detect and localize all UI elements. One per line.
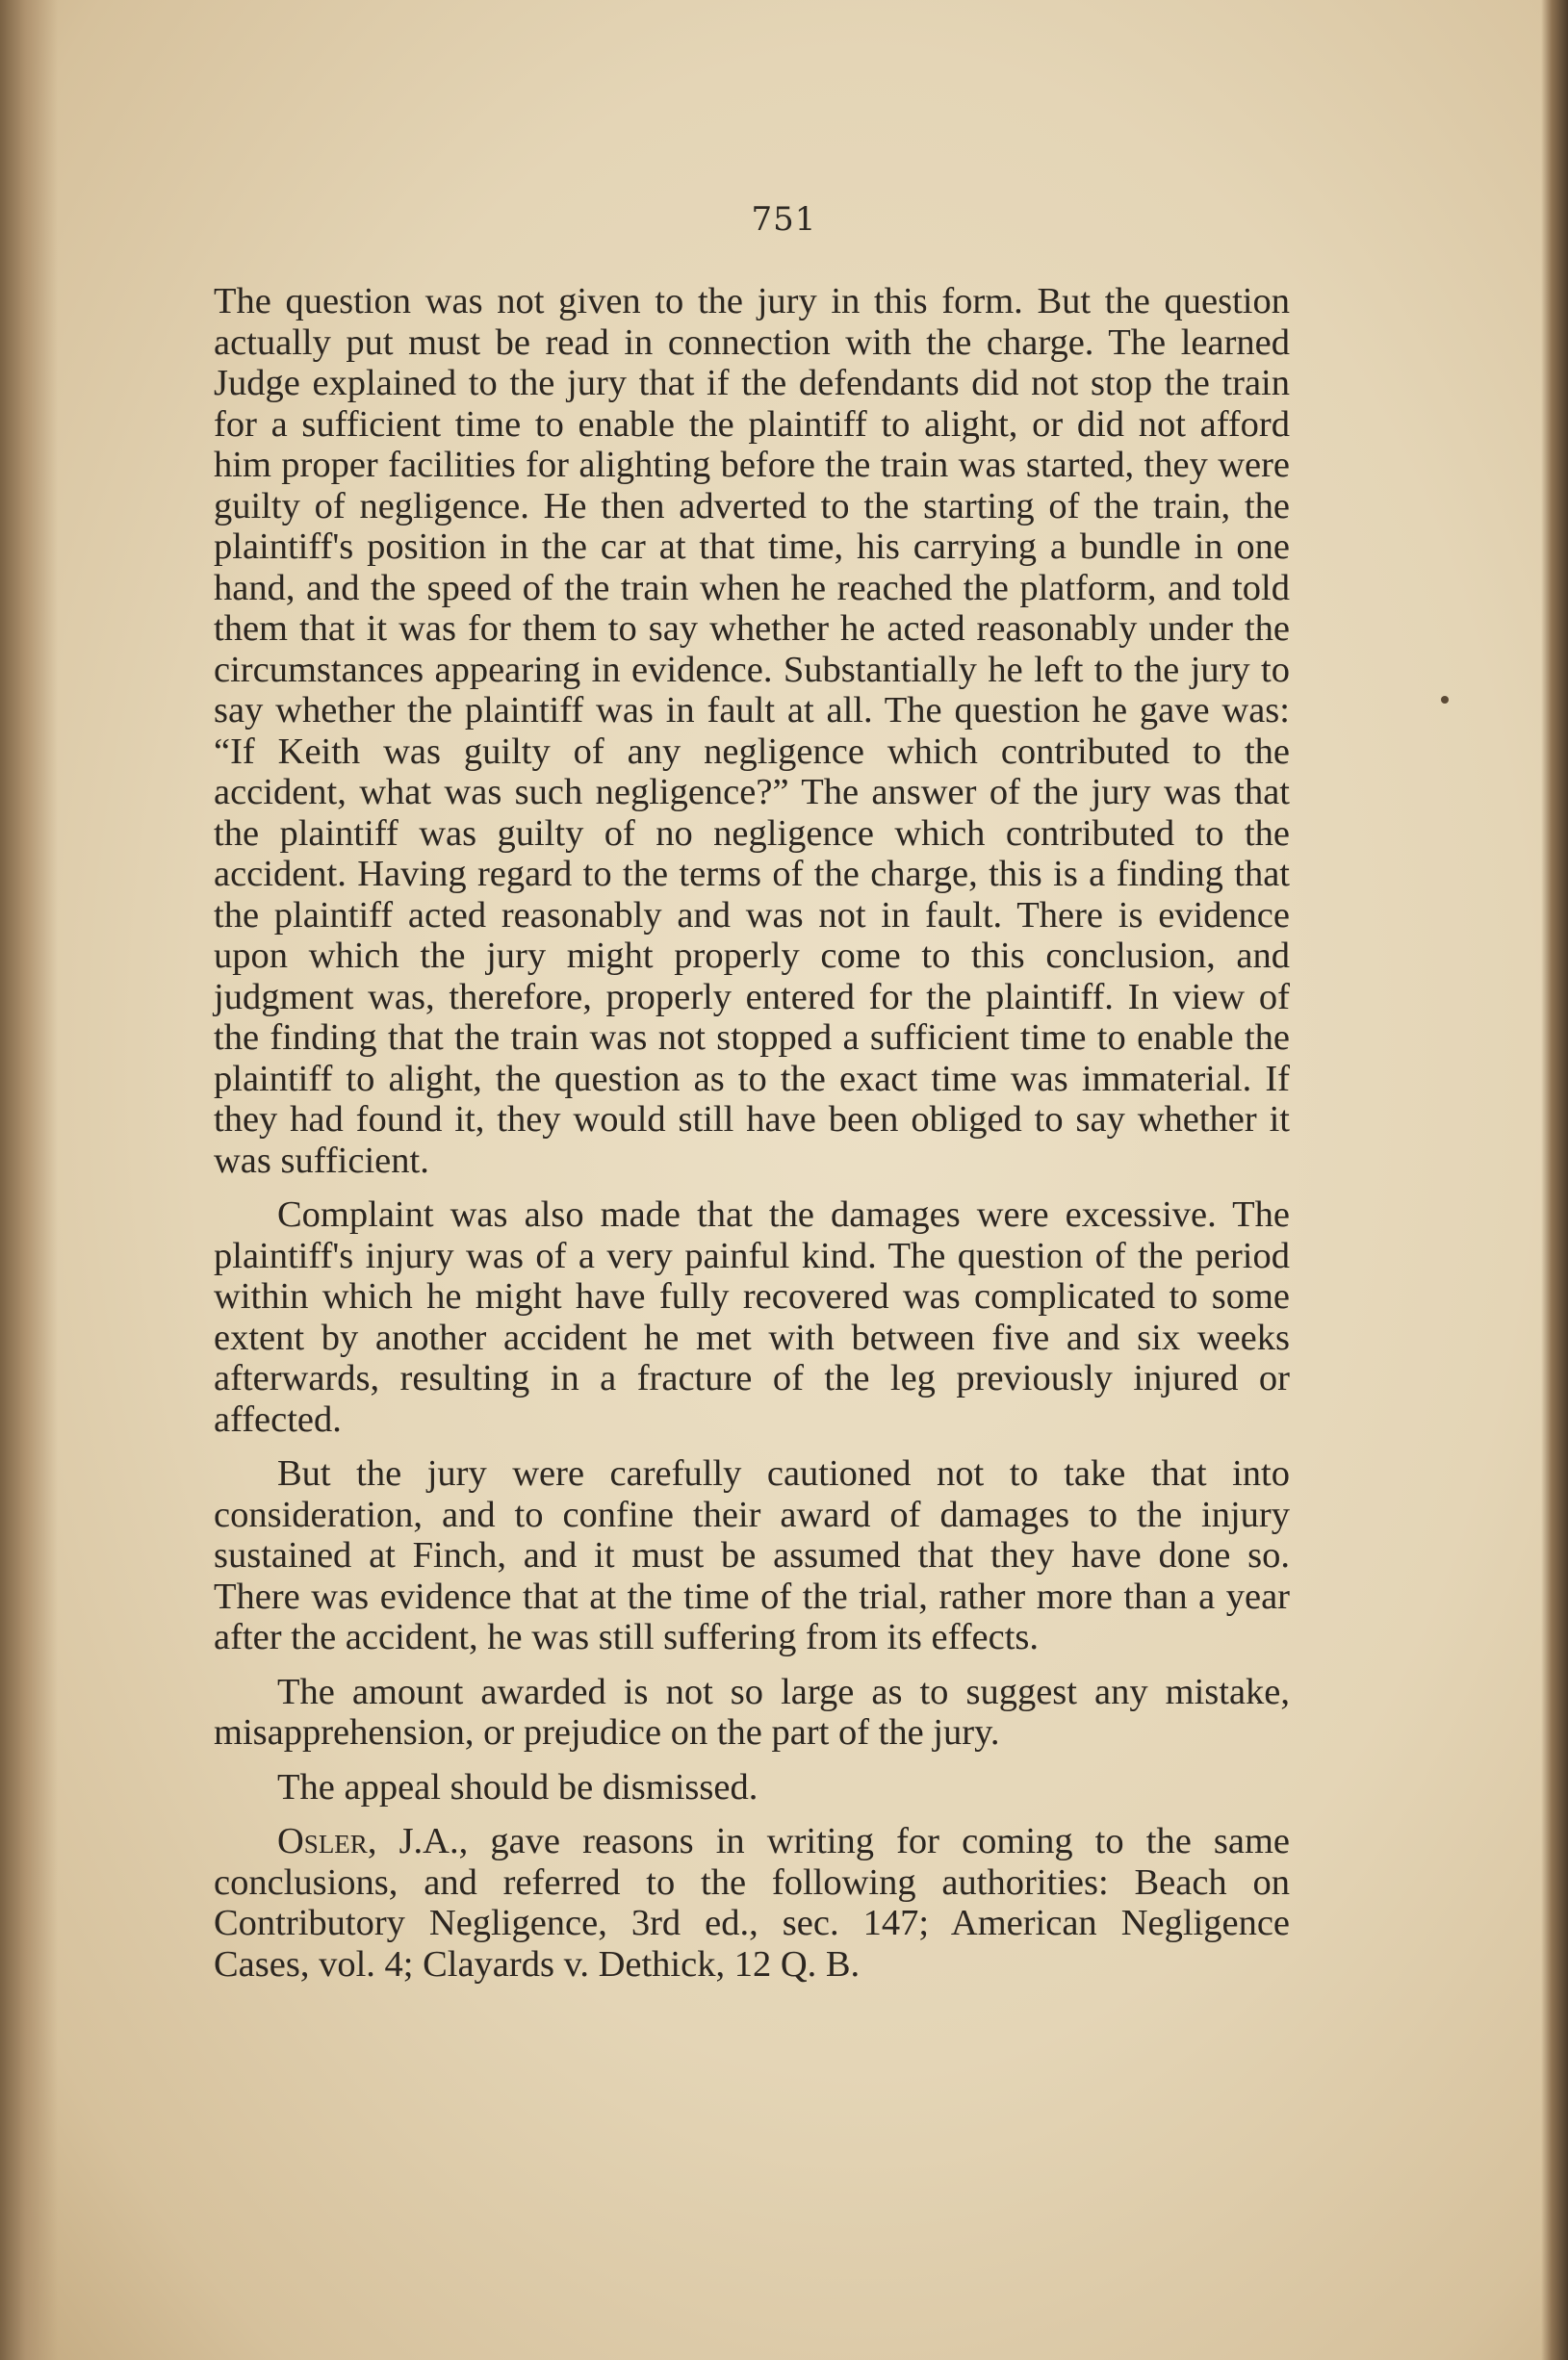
paragraph: But the jury were carefully cautioned not to take that into consideration, and to confine their award of damages to the injury sustained at Finch, and it must be assumed that they have done so. There was evidence that at the time of the trial, rather more than a year after the accident, he was still suffering from its effects.: [214, 1453, 1290, 1657]
spine-shadow: [0, 0, 58, 2360]
judge-name: Osler: [277, 1821, 368, 1861]
paragraph: Complaint was also made that the damages were excessive. The plaintiff's injury was of a very painful kind. The question of the period within which he might have fully recovered was complicated to some extent by another accident he met with between five and six weeks afterwards, resulting in a fracture of the leg previously injured or affected.: [214, 1194, 1290, 1440]
paragraph-osler: [214, 1821, 1290, 1985]
ink-spot: [1441, 696, 1449, 704]
body-text: [214, 281, 1290, 1985]
paragraph-text: , J.A., gave reasons in writing for coming to the same conclusions, and referred to the following authorities: Beach on Contributory Negligence, 3rd ed., sec. 147; American Negligence Cases, vol. 4; Clayards v. Dethick, 12 Q. B.: [214, 1821, 1290, 1985]
paragraph: The amount awarded is not so large as to suggest any mistake, misapprehension, or prejudice on the part of the jury.: [214, 1671, 1290, 1753]
paragraph: The appeal should be dismissed.: [277, 1766, 758, 1808]
page-edge: [1541, 0, 1568, 2360]
paragraph: The question was not given to the jury in this form. But the question actually put must be read in connection with the charge. The learned Judge explained to the jury that if the defendants did not stop the train for a sufficient time to enable the plaintiff to alight, or did not afford him proper facilities for alighting before the train was started, they were guilty of negligence. He then adverted to the starting of the train, the plaintiff's position in the car at that time, his carrying a bundle in one hand, and the speed of the train when he reached the platform, and told them that it was for them to say whether he acted reasonably under the circumstances appearing in evidence. Substantially he left to the jury to say whether the plaintiff was in fault at all. The question he gave was: “If Keith was guilty of any negligence which contributed to the accident, what was such negligence?” The answer of the jury was that the plaintiff was guilty of no negligence which contributed to the accident. Having regard to the terms of the charge, this is a finding that the plaintiff acted reasonably and was not in fault. There is evidence upon which the jury might properly come to this conclusion, and judgment was, therefore, properly entered for the plaintiff. In view of the finding that the train was not stopped a sufficient time to enable the plaintiff to alight, the question as to the exact time was immaterial. If they had found it, they would still have been obliged to say whether it was sufficient.: [214, 281, 1290, 1181]
page-number: 751: [751, 200, 817, 239]
